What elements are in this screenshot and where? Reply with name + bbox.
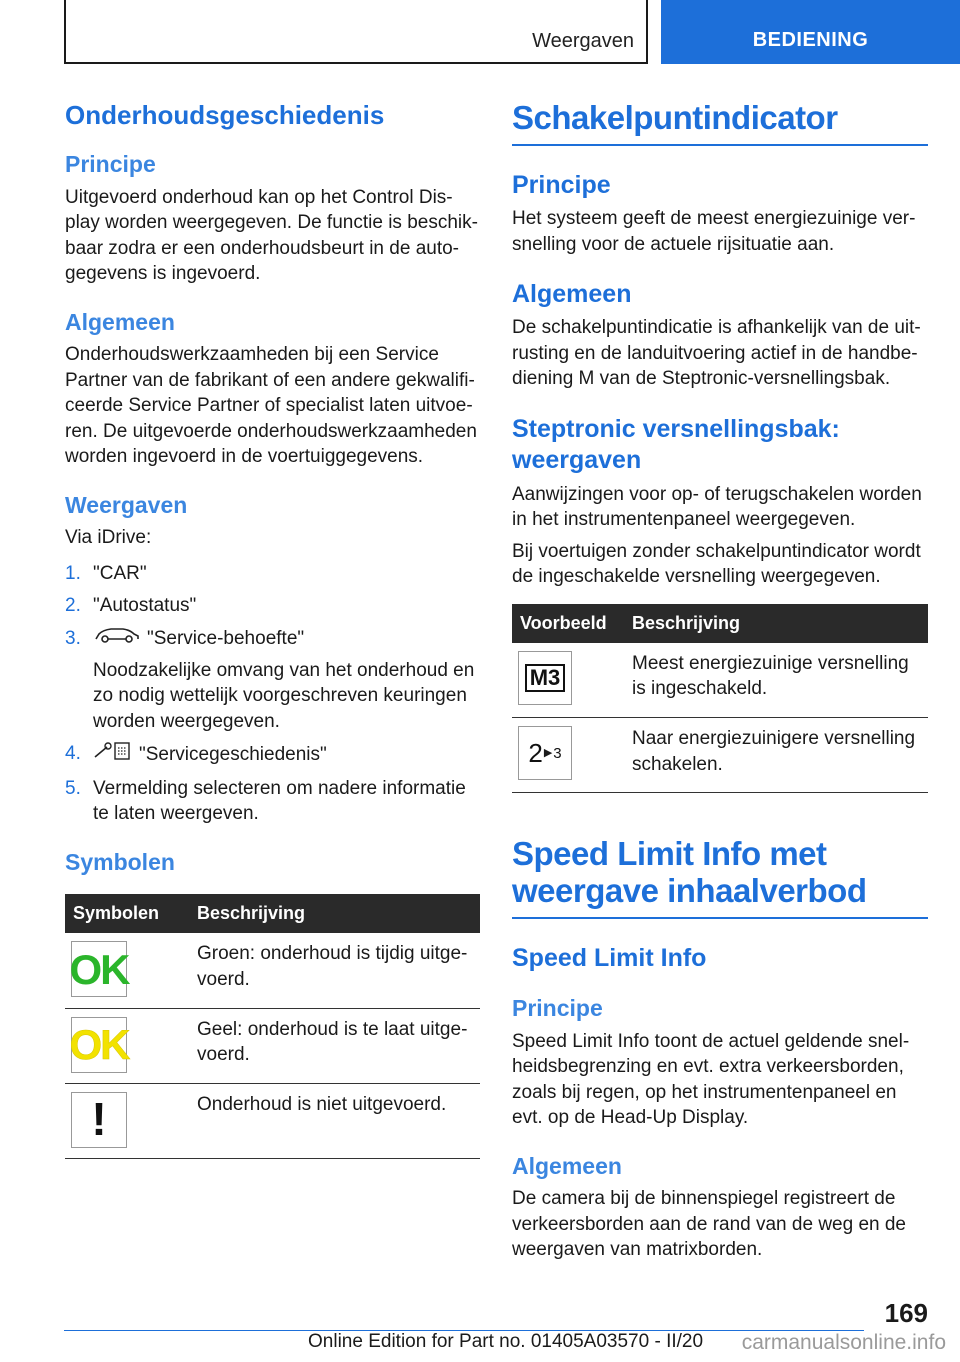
table-cell-desc: Geel: onderhoud is te laat uitge-voerd. bbox=[189, 1008, 480, 1083]
list-item bbox=[65, 626, 480, 734]
list-item bbox=[65, 593, 480, 619]
gear-target: 3 bbox=[553, 744, 562, 762]
table-header-symbolen: Symbolen bbox=[65, 894, 189, 933]
car-icon bbox=[93, 626, 141, 652]
heading-speed-limit-info: Speed Limit Info bbox=[512, 944, 707, 973]
gear-m3-icon bbox=[518, 651, 572, 705]
table-cell-desc: Meest energiezuinige versnelling is ingeschakeld. bbox=[624, 643, 928, 718]
table-row bbox=[65, 933, 480, 1008]
table-cell-desc: Onderhoud is niet uitgevoerd. bbox=[189, 1083, 480, 1158]
table-cell-desc: Naar energiezuinigere versnelling schakelen. bbox=[624, 718, 928, 793]
heading-sli-algemeen: Algemeen bbox=[512, 1152, 622, 1179]
heading-principe-right: Principe bbox=[512, 171, 611, 200]
right-column bbox=[512, 100, 928, 1263]
table-header-beschrijving-right: Beschrijving bbox=[624, 604, 928, 643]
step-number: 5. bbox=[65, 777, 81, 799]
heading-principe: Principe bbox=[65, 151, 156, 178]
heading-algemeen-right: Algemeen bbox=[512, 280, 632, 309]
table-cell-desc: Groen: onderhoud is tijdig uitge-voerd. bbox=[189, 933, 480, 1008]
step-text: "Servicegeschiedenis" bbox=[139, 743, 327, 765]
table-header-voorbeeld: Voorbeeld bbox=[512, 604, 624, 643]
table-row bbox=[65, 1083, 480, 1158]
ok-green-symbol: OK bbox=[69, 945, 129, 993]
gear-current: 2 bbox=[528, 737, 543, 768]
sli-principe-text: Speed Limit Info toont de actuel geldende snel-heidsbegrenzing en evt. extra verkeersborden, zoals bij regen, op het instrumentenpaneel en evt. op de Head-Up Display. bbox=[512, 1030, 910, 1129]
edition-text: Online Edition for Part no. 01405A03570 - II/20 bbox=[308, 1331, 704, 1352]
heading-weergaven: Weergaven bbox=[65, 491, 188, 518]
steps-list bbox=[65, 561, 480, 827]
ok-yellow-symbol: OK bbox=[69, 1021, 129, 1069]
list-item bbox=[65, 561, 480, 587]
table-row bbox=[65, 1008, 480, 1083]
step-number: 4. bbox=[65, 743, 81, 765]
left-column bbox=[65, 100, 480, 1159]
heading-sli-principe: Principe bbox=[512, 995, 603, 1022]
symbols-table bbox=[65, 894, 480, 1159]
table-row bbox=[512, 643, 928, 718]
step-text: "Autostatus" bbox=[93, 595, 197, 617]
heading-symbolen: Symbolen bbox=[65, 848, 175, 875]
step-extra-text: Noodzakelijke omvang van het onderhoud en zo nodig wettelijk voorgeschreven keuringen worden weergegeven. bbox=[93, 659, 475, 732]
page-number: 169 bbox=[884, 1298, 928, 1328]
table-header-beschrijving: Beschrijving bbox=[189, 894, 480, 933]
ok-green-icon bbox=[71, 941, 127, 997]
list-item bbox=[65, 776, 480, 827]
speed-limit-title: Speed Limit Info met weergave inhaalverbod bbox=[512, 835, 928, 919]
steptronic-text-1: Aanwijzingen voor op- of terugschakelen worden in het instrumentenpaneel weergegeven. bbox=[512, 483, 922, 531]
weergaven-intro: Via iDrive: bbox=[65, 527, 152, 549]
principe-text: Uitgevoerd onderhoud kan op het Control Dis-play worden weergegeven. De functie is beschik-baar zodra er een onderhoudsbeurt in de auto-gegevens is ingevoerd. bbox=[65, 186, 478, 285]
watermark: carmanualsonline.info bbox=[741, 1331, 946, 1354]
step-number: 3. bbox=[65, 627, 81, 649]
algemeen-text-right: De schakelpuntindicatie is afhankelijk van de uit-rusting en de landuitvoering actief in de handbe-diening M van de Steptronic-versnellingsbak. bbox=[512, 317, 921, 390]
table-row bbox=[512, 718, 928, 793]
exclamation-symbol: ! bbox=[91, 1093, 107, 1146]
step-number: 2. bbox=[65, 595, 81, 617]
upshift-icon: 2 ▶ 3 bbox=[518, 726, 572, 780]
sli-algemeen-text: De camera bij de binnenspiegel registreert de verkeersborden aan de rand van de weg en de weergaven van matrixborden. bbox=[512, 1188, 906, 1261]
page-title-schakelpunt: Schakelpuntindicator bbox=[512, 100, 928, 146]
header-chapter-tab: BEDIENING bbox=[661, 0, 960, 64]
steptronic-text-2: Bij voertuigen zonder schakelpuntindicator wordt de ingeschakelde versnelling weergegeven. bbox=[512, 540, 921, 588]
algemeen-text: Onderhoudswerkzaamheden bij een Service Partner van de fabrikant of een andere gekwalifi-ceerde Service Partner of specialist laten uitvoe-ren. De uitgevoerde onderhoudswerkzaamheden worden ingevoerd in de voertuiggegevens. bbox=[65, 344, 477, 468]
service-history-icon bbox=[93, 741, 133, 769]
step-text: "Service-behoefte" bbox=[147, 627, 305, 649]
heading-algemeen: Algemeen bbox=[65, 308, 175, 335]
gear-m3-symbol: M3 bbox=[525, 664, 566, 692]
list-item bbox=[65, 741, 480, 769]
principe-text-right: Het systeem geeft de meest energiezuinige ver-snelling voor de actuele rijsituatie aan. bbox=[512, 208, 916, 255]
gear-table bbox=[512, 604, 928, 794]
step-number: 1. bbox=[65, 562, 81, 584]
step-text: "CAR" bbox=[93, 562, 147, 584]
ok-yellow-icon bbox=[71, 1017, 127, 1073]
exclamation-icon bbox=[71, 1092, 127, 1148]
step-text: Vermelding selecteren om nadere informatie te laten weergeven. bbox=[93, 777, 466, 825]
heading-steptronic: Steptronic versnellingsbak: weergaven bbox=[512, 414, 840, 474]
page-title-onderhoud: Onderhoudsgeschiedenis bbox=[65, 100, 385, 130]
header-section-title: Weergaven bbox=[532, 30, 634, 52]
